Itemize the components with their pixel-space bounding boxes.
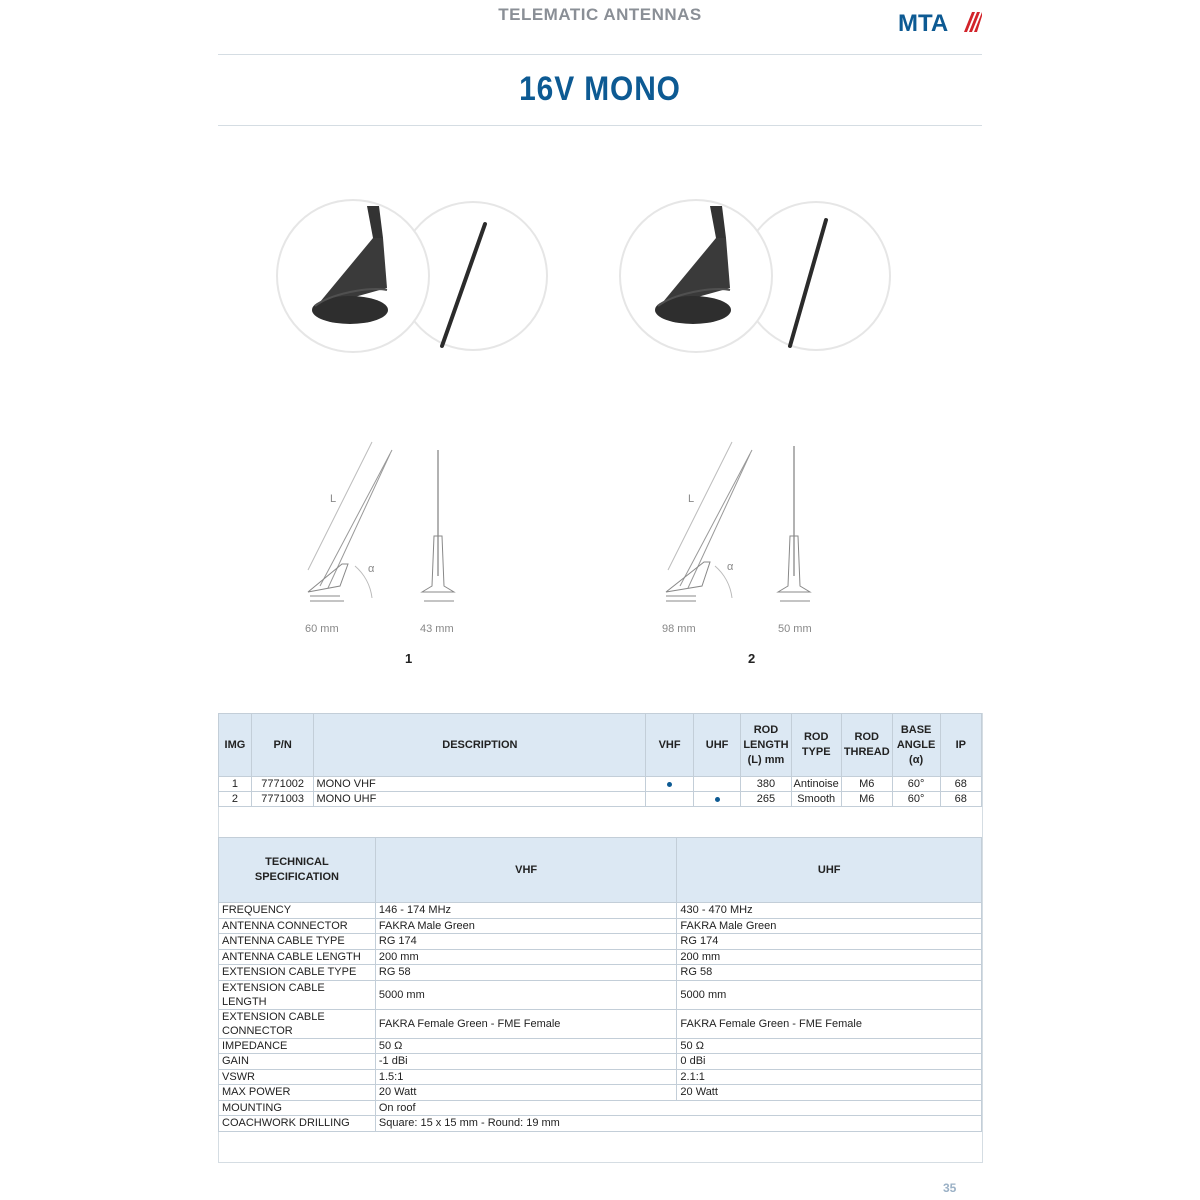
angle-label-2: α	[727, 561, 734, 573]
spec-value-vhf: 146 - 174 MHz	[375, 903, 677, 919]
col-uhf: UHF	[677, 838, 982, 903]
uhf-dot	[693, 792, 741, 807]
table-row	[219, 965, 982, 981]
angle-label-1: α	[368, 563, 375, 575]
col-vhf: VHF	[375, 838, 677, 903]
spec-label: COACHWORK DRILLING	[219, 1116, 376, 1132]
table-row	[219, 918, 982, 934]
spec-value-vhf: 20 Watt	[375, 1085, 677, 1101]
col-technical-specification: TECHNICAL SPECIFICATION	[219, 838, 376, 903]
spec-label: ANTENNA CABLE TYPE	[219, 934, 376, 950]
product-table-header	[219, 714, 982, 777]
col-description: DESCRIPTION	[314, 714, 646, 777]
col-rod-thread: ROD THREAD	[841, 714, 892, 777]
col-pn: P/N	[251, 714, 314, 777]
spec-label: GAIN	[219, 1054, 376, 1070]
col-base-angle: BASE ANGLE (α)	[892, 714, 940, 777]
spec-table-header	[219, 838, 982, 903]
spec-label: VSWR	[219, 1069, 376, 1085]
spec-value-uhf: FAKRA Male Green	[677, 918, 982, 934]
spec-label: ANTENNA CONNECTOR	[219, 918, 376, 934]
spec-value: On roof	[375, 1100, 981, 1116]
spec-label: EXTENSION CABLE TYPE	[219, 965, 376, 981]
spec-table-body	[219, 903, 982, 1132]
spec-label: EXTENSION CABLE LENGTH	[219, 980, 376, 1009]
spec-label: MOUNTING	[219, 1100, 376, 1116]
spec-label: IMPEDANCE	[219, 1038, 376, 1054]
base-width-label-2a: 98 mm	[662, 623, 696, 635]
spec-value-uhf: 430 - 470 MHz	[677, 903, 982, 919]
table-row	[219, 1038, 982, 1054]
spec-value-vhf: 5000 mm	[375, 980, 677, 1009]
product-photo-1	[275, 198, 550, 358]
spec-label: FREQUENCY	[219, 903, 376, 919]
spec-value-vhf: -1 dBi	[375, 1054, 677, 1070]
svg-text:MTA: MTA	[898, 10, 949, 34]
col-uhf: UHF	[693, 714, 741, 777]
table-row	[219, 1085, 982, 1101]
table-row: 2 7771003 MONO UHF 265 Smooth M6 60° 68	[219, 792, 982, 807]
spec-value-uhf: RG 174	[677, 934, 982, 950]
drawing-number-1: 1	[405, 651, 413, 666]
title-divider	[218, 125, 982, 126]
page-number: 35	[943, 1181, 957, 1195]
table-row: 1 7771002 MONO VHF 380 Antinoise M6 60° 68	[219, 777, 982, 792]
table-row	[219, 1100, 982, 1116]
bullet-icon	[667, 782, 672, 787]
table-row	[219, 934, 982, 950]
base-width-label-1b: 43 mm	[420, 623, 454, 635]
col-vhf: VHF	[646, 714, 694, 777]
bullet-icon	[715, 797, 720, 802]
mta-logo	[898, 10, 982, 34]
header-divider	[218, 54, 982, 55]
spec-label: EXTENSION CABLE CONNECTOR	[219, 1009, 376, 1038]
length-label-2: L	[688, 493, 695, 505]
table-row	[219, 1009, 982, 1038]
table-row	[219, 1054, 982, 1070]
vhf-dot	[646, 777, 694, 792]
base-width-label-1a: 60 mm	[305, 623, 339, 635]
spec-value-uhf: 200 mm	[677, 949, 982, 965]
spec-value-vhf: RG 58	[375, 965, 677, 981]
spec-value-vhf: RG 174	[375, 934, 677, 950]
spec-value-uhf: RG 58	[677, 965, 982, 981]
spec-label: MAX POWER	[219, 1085, 376, 1101]
spec-value-uhf: 5000 mm	[677, 980, 982, 1009]
technical-drawing-2	[660, 436, 840, 611]
section-title: TELEMATIC ANTENNAS	[498, 5, 702, 24]
col-rod-length: ROD LENGTH (L) mm	[741, 714, 791, 777]
table-row	[219, 903, 982, 919]
spec-value-vhf: 1.5:1	[375, 1069, 677, 1085]
spec-value-vhf: 200 mm	[375, 949, 677, 965]
spec-value-vhf: FAKRA Female Green - FME Female	[375, 1009, 677, 1038]
technical-drawing-1	[300, 436, 480, 611]
spec-value-uhf: 50 Ω	[677, 1038, 982, 1054]
drawing-number-2: 2	[748, 651, 756, 666]
col-ip: IP	[940, 714, 981, 777]
table-row	[219, 949, 982, 965]
spec-table	[218, 837, 982, 1132]
spec-value-uhf: FAKRA Female Green - FME Female	[677, 1009, 982, 1038]
product-table	[218, 713, 982, 807]
page-title: 16V MONO	[519, 70, 681, 108]
table-row	[219, 1116, 982, 1132]
table-row	[219, 1069, 982, 1085]
spec-value-uhf: 0 dBi	[677, 1054, 982, 1070]
length-label-1: L	[330, 493, 337, 505]
base-width-label-2b: 50 mm	[778, 623, 812, 635]
spec-label: ANTENNA CABLE LENGTH	[219, 949, 376, 965]
table-row	[219, 980, 982, 1009]
col-rod-type: ROD TYPE	[791, 714, 841, 777]
spec-value: Square: 15 x 15 mm - Round: 19 mm	[375, 1116, 981, 1132]
col-img: IMG	[219, 714, 252, 777]
spec-value-uhf: 2.1:1	[677, 1069, 982, 1085]
spec-value-vhf: 50 Ω	[375, 1038, 677, 1054]
spec-value-uhf: 20 Watt	[677, 1085, 982, 1101]
spec-value-vhf: FAKRA Male Green	[375, 918, 677, 934]
product-photo-2	[618, 198, 893, 358]
